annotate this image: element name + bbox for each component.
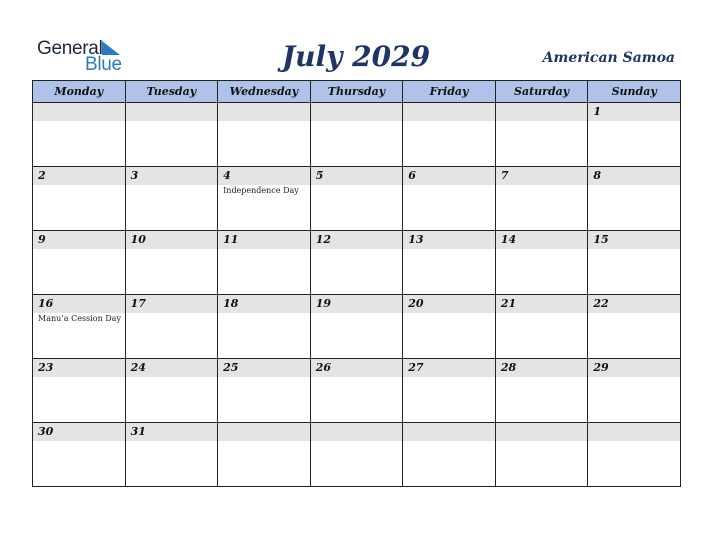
day-cell — [403, 167, 496, 231]
day-cell — [403, 359, 496, 423]
day-cell — [33, 167, 126, 231]
day-number: 5 — [311, 167, 403, 185]
day-number: 13 — [403, 231, 495, 249]
day-cell — [403, 423, 496, 487]
day-number: 11 — [218, 231, 310, 249]
week-row — [33, 295, 681, 359]
week-row — [33, 423, 681, 487]
day-cell — [588, 231, 681, 295]
day-number: 2 — [33, 167, 125, 185]
weekday-header: Friday — [403, 81, 496, 103]
day-number: 23 — [33, 359, 125, 377]
calendar-grid — [32, 80, 681, 487]
logo-general-text: General — [37, 38, 103, 59]
weekday-header-row — [33, 81, 681, 103]
holiday-label: Independence Day — [223, 186, 299, 195]
day-cell — [218, 359, 311, 423]
day-number — [126, 103, 218, 121]
weekday-header: Monday — [33, 81, 126, 103]
day-number: 16 — [33, 295, 125, 313]
day-number — [496, 423, 588, 441]
day-cell — [33, 295, 126, 359]
day-number: 19 — [311, 295, 403, 313]
weekday-header: Sunday — [588, 81, 681, 103]
day-number — [311, 423, 403, 441]
day-cell — [310, 167, 403, 231]
day-cell — [495, 167, 588, 231]
day-cell — [310, 423, 403, 487]
weekday-header: Thursday — [310, 81, 403, 103]
week-row — [33, 103, 681, 167]
day-number: 31 — [126, 423, 218, 441]
day-number — [218, 103, 310, 121]
day-number: 26 — [311, 359, 403, 377]
day-number — [588, 423, 680, 441]
day-number: 22 — [588, 295, 680, 313]
weekday-header: Saturday — [495, 81, 588, 103]
day-number: 14 — [496, 231, 588, 249]
day-cell — [310, 295, 403, 359]
day-cell — [403, 295, 496, 359]
day-number: 17 — [126, 295, 218, 313]
day-cell — [125, 295, 218, 359]
day-cell — [33, 359, 126, 423]
day-number: 4 — [218, 167, 310, 185]
day-number: 6 — [403, 167, 495, 185]
day-cell — [403, 103, 496, 167]
day-cell — [588, 103, 681, 167]
country-name: American Samoa — [542, 50, 675, 66]
day-number: 1 — [588, 103, 680, 121]
day-cell — [125, 167, 218, 231]
day-number: 24 — [126, 359, 218, 377]
day-cell — [125, 359, 218, 423]
day-cell — [588, 295, 681, 359]
day-number: 12 — [311, 231, 403, 249]
day-cell — [310, 359, 403, 423]
week-row — [33, 231, 681, 295]
day-cell — [495, 103, 588, 167]
day-cell — [588, 167, 681, 231]
day-number: 15 — [588, 231, 680, 249]
day-number: 3 — [126, 167, 218, 185]
day-number — [403, 103, 495, 121]
weekday-header: Wednesday — [218, 81, 311, 103]
day-cell — [403, 231, 496, 295]
day-cell — [495, 231, 588, 295]
day-number: 10 — [126, 231, 218, 249]
day-number: 25 — [218, 359, 310, 377]
day-cell — [588, 359, 681, 423]
day-number: 9 — [33, 231, 125, 249]
day-cell — [218, 231, 311, 295]
day-cell — [125, 103, 218, 167]
day-cell — [218, 167, 311, 231]
day-number — [496, 103, 588, 121]
holiday-label: Manu’a Cession Day — [38, 314, 121, 323]
day-cell — [218, 103, 311, 167]
week-row — [33, 359, 681, 423]
day-number: 30 — [33, 423, 125, 441]
day-number — [218, 423, 310, 441]
day-number: 18 — [218, 295, 310, 313]
day-number: 21 — [496, 295, 588, 313]
day-cell — [125, 231, 218, 295]
day-number — [311, 103, 403, 121]
day-cell — [495, 295, 588, 359]
day-cell — [495, 359, 588, 423]
day-cell — [33, 103, 126, 167]
day-cell — [33, 231, 126, 295]
weekday-header: Tuesday — [125, 81, 218, 103]
logo-blue-text: Blue — [85, 54, 122, 75]
day-number: 29 — [588, 359, 680, 377]
day-number — [33, 103, 125, 121]
day-number: 27 — [403, 359, 495, 377]
calendar-title: July 2029 — [281, 40, 431, 73]
day-number — [403, 423, 495, 441]
day-cell — [218, 423, 311, 487]
day-cell — [310, 231, 403, 295]
day-cell — [310, 103, 403, 167]
day-cell — [495, 423, 588, 487]
day-cell — [588, 423, 681, 487]
day-number: 8 — [588, 167, 680, 185]
week-row — [33, 167, 681, 231]
day-cell — [125, 423, 218, 487]
day-number: 20 — [403, 295, 495, 313]
day-number: 28 — [496, 359, 588, 377]
day-number: 7 — [496, 167, 588, 185]
day-cell — [33, 423, 126, 487]
day-cell — [218, 295, 311, 359]
